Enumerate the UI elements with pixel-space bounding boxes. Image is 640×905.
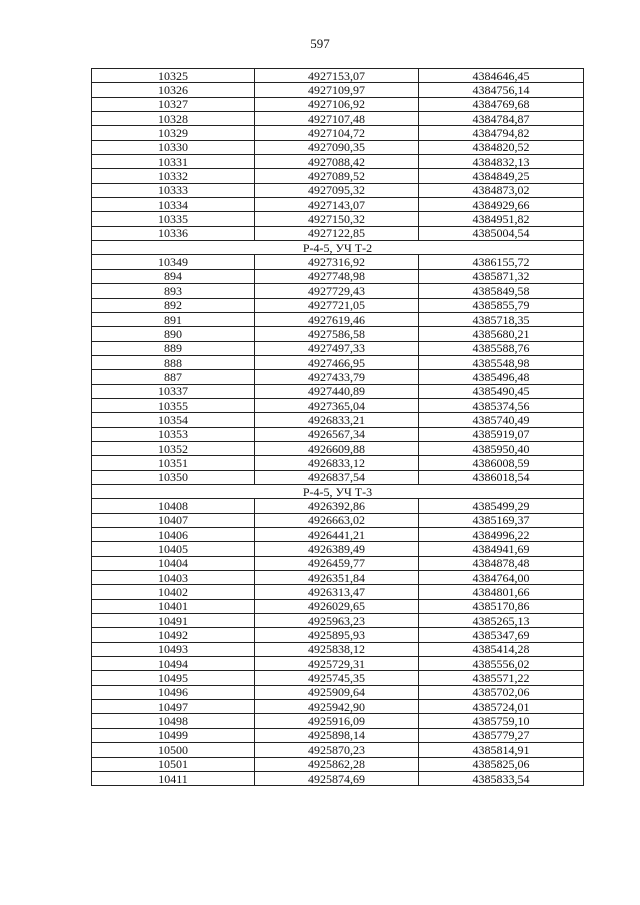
point-id-cell: 10325	[92, 69, 255, 83]
y-coordinate-cell: 4385548,98	[419, 355, 584, 369]
table-row	[92, 341, 584, 355]
table-row	[92, 183, 584, 197]
point-id-cell: 10335	[92, 212, 255, 226]
y-coordinate-cell: 4384764,00	[419, 571, 584, 585]
x-coordinate-cell: 4926663,02	[255, 513, 419, 527]
section-title: Р-4-5, УЧ Т-3	[92, 484, 584, 498]
point-id-cell: 10328	[92, 112, 255, 126]
x-coordinate-cell: 4927107,48	[255, 112, 419, 126]
page-number: 597	[310, 36, 330, 51]
point-id-cell: 890	[92, 327, 255, 341]
x-coordinate-cell: 4927109,97	[255, 83, 419, 97]
point-id-cell: 10500	[92, 743, 255, 757]
table-row	[92, 427, 584, 441]
y-coordinate-cell: 4385718,35	[419, 312, 584, 326]
table-row	[92, 413, 584, 427]
table-row	[92, 614, 584, 628]
x-coordinate-cell: 4926833,12	[255, 456, 419, 470]
point-id-cell: 10498	[92, 714, 255, 728]
y-coordinate-cell: 4385588,76	[419, 341, 584, 355]
x-coordinate-cell: 4926029,65	[255, 599, 419, 613]
table-row	[92, 169, 584, 183]
x-coordinate-cell: 4926313,47	[255, 585, 419, 599]
y-coordinate-cell: 4385833,54	[419, 771, 584, 785]
table-row	[92, 112, 584, 126]
y-coordinate-cell: 4386155,72	[419, 255, 584, 269]
x-coordinate-cell: 4926351,84	[255, 571, 419, 585]
table-row	[92, 499, 584, 513]
x-coordinate-cell: 4927466,95	[255, 355, 419, 369]
y-coordinate-cell: 4384929,66	[419, 198, 584, 212]
y-coordinate-cell: 4385170,86	[419, 599, 584, 613]
x-coordinate-cell: 4926567,34	[255, 427, 419, 441]
point-id-cell: 10352	[92, 441, 255, 455]
point-id-cell: 891	[92, 312, 255, 326]
point-id-cell: 10496	[92, 685, 255, 699]
point-id-cell: 10404	[92, 556, 255, 570]
y-coordinate-cell: 4384849,25	[419, 169, 584, 183]
table-row	[92, 714, 584, 728]
y-coordinate-cell: 4385347,69	[419, 628, 584, 642]
table-row	[92, 528, 584, 542]
y-coordinate-cell: 4384794,82	[419, 126, 584, 140]
y-coordinate-cell: 4385724,01	[419, 700, 584, 714]
x-coordinate-cell: 4927497,33	[255, 341, 419, 355]
table-row	[92, 671, 584, 685]
point-id-cell: 892	[92, 298, 255, 312]
y-coordinate-cell: 4385374,56	[419, 398, 584, 412]
point-id-cell: 10332	[92, 169, 255, 183]
point-id-cell: 10334	[92, 198, 255, 212]
table-row	[92, 657, 584, 671]
x-coordinate-cell: 4926609,88	[255, 441, 419, 455]
x-coordinate-cell: 4927619,46	[255, 312, 419, 326]
y-coordinate-cell: 4384996,22	[419, 528, 584, 542]
x-coordinate-cell: 4927365,04	[255, 398, 419, 412]
x-coordinate-cell: 4927153,07	[255, 69, 419, 83]
x-coordinate-cell: 4926389,49	[255, 542, 419, 556]
y-coordinate-cell: 4385556,02	[419, 657, 584, 671]
x-coordinate-cell: 4927104,72	[255, 126, 419, 140]
table-row	[92, 140, 584, 154]
point-id-cell: 10405	[92, 542, 255, 556]
point-id-cell: 10501	[92, 757, 255, 771]
y-coordinate-cell: 4384756,14	[419, 83, 584, 97]
section-header-row	[92, 484, 584, 498]
y-coordinate-cell: 4385825,06	[419, 757, 584, 771]
y-coordinate-cell: 4385496,48	[419, 370, 584, 384]
point-id-cell: 10494	[92, 657, 255, 671]
table-row	[92, 212, 584, 226]
x-coordinate-cell: 4926459,77	[255, 556, 419, 570]
y-coordinate-cell: 4385855,79	[419, 298, 584, 312]
x-coordinate-cell: 4927088,42	[255, 155, 419, 169]
x-coordinate-cell: 4926837,54	[255, 470, 419, 484]
x-coordinate-cell: 4927316,92	[255, 255, 419, 269]
table-row	[92, 743, 584, 757]
point-id-cell: 894	[92, 269, 255, 283]
coordinates-table-body	[92, 69, 584, 786]
x-coordinate-cell: 4927090,35	[255, 140, 419, 154]
table-row	[92, 700, 584, 714]
y-coordinate-cell: 4385499,29	[419, 499, 584, 513]
x-coordinate-cell: 4927143,07	[255, 198, 419, 212]
point-id-cell: 10351	[92, 456, 255, 470]
x-coordinate-cell: 4925838,12	[255, 642, 419, 656]
y-coordinate-cell: 4385680,21	[419, 327, 584, 341]
table-row	[92, 269, 584, 283]
x-coordinate-cell: 4927729,43	[255, 284, 419, 298]
table-row	[92, 370, 584, 384]
table-row	[92, 198, 584, 212]
x-coordinate-cell: 4925874,69	[255, 771, 419, 785]
x-coordinate-cell: 4927122,85	[255, 226, 419, 240]
x-coordinate-cell: 4925898,14	[255, 728, 419, 742]
table-row	[92, 327, 584, 341]
point-id-cell: 10326	[92, 83, 255, 97]
coordinates-table	[91, 68, 584, 786]
point-id-cell: 10331	[92, 155, 255, 169]
x-coordinate-cell: 4925909,64	[255, 685, 419, 699]
point-id-cell: 10333	[92, 183, 255, 197]
x-coordinate-cell: 4927440,89	[255, 384, 419, 398]
table-row	[92, 628, 584, 642]
x-coordinate-cell: 4925870,23	[255, 743, 419, 757]
point-id-cell: 10403	[92, 571, 255, 585]
x-coordinate-cell: 4926441,21	[255, 528, 419, 542]
x-coordinate-cell: 4926833,21	[255, 413, 419, 427]
table-row	[92, 542, 584, 556]
table-row	[92, 384, 584, 398]
table-row	[92, 126, 584, 140]
table-row	[92, 312, 584, 326]
point-id-cell: 10491	[92, 614, 255, 628]
point-id-cell: 10408	[92, 499, 255, 513]
x-coordinate-cell: 4925729,31	[255, 657, 419, 671]
x-coordinate-cell: 4927106,92	[255, 97, 419, 111]
point-id-cell: 10492	[92, 628, 255, 642]
point-id-cell: 10330	[92, 140, 255, 154]
y-coordinate-cell: 4385265,13	[419, 614, 584, 628]
x-coordinate-cell: 4927721,05	[255, 298, 419, 312]
y-coordinate-cell: 4384951,82	[419, 212, 584, 226]
table-row	[92, 685, 584, 699]
table-row	[92, 571, 584, 585]
y-coordinate-cell: 4385950,40	[419, 441, 584, 455]
y-coordinate-cell: 4385169,37	[419, 513, 584, 527]
table-row	[92, 728, 584, 742]
y-coordinate-cell: 4384820,52	[419, 140, 584, 154]
point-id-cell: 10406	[92, 528, 255, 542]
point-id-cell: 888	[92, 355, 255, 369]
table-row	[92, 284, 584, 298]
table-row	[92, 255, 584, 269]
x-coordinate-cell: 4925916,09	[255, 714, 419, 728]
point-id-cell: 10327	[92, 97, 255, 111]
y-coordinate-cell: 4384769,68	[419, 97, 584, 111]
y-coordinate-cell: 4386008,59	[419, 456, 584, 470]
x-coordinate-cell: 4927748,98	[255, 269, 419, 283]
y-coordinate-cell: 4385919,07	[419, 427, 584, 441]
y-coordinate-cell: 4384832,13	[419, 155, 584, 169]
point-id-cell: 887	[92, 370, 255, 384]
x-coordinate-cell: 4927586,58	[255, 327, 419, 341]
table-row	[92, 298, 584, 312]
table-row	[92, 83, 584, 97]
x-coordinate-cell: 4925745,35	[255, 671, 419, 685]
y-coordinate-cell: 4384873,02	[419, 183, 584, 197]
point-id-cell: 10495	[92, 671, 255, 685]
y-coordinate-cell: 4385779,27	[419, 728, 584, 742]
section-title: Р-4-5, УЧ Т-2	[92, 241, 584, 255]
point-id-cell: 10353	[92, 427, 255, 441]
y-coordinate-cell: 4385849,58	[419, 284, 584, 298]
y-coordinate-cell: 4386018,54	[419, 470, 584, 484]
point-id-cell: 889	[92, 341, 255, 355]
x-coordinate-cell: 4925862,28	[255, 757, 419, 771]
point-id-cell: 10350	[92, 470, 255, 484]
x-coordinate-cell: 4927433,79	[255, 370, 419, 384]
point-id-cell: 10337	[92, 384, 255, 398]
y-coordinate-cell: 4385004,54	[419, 226, 584, 240]
point-id-cell: 10402	[92, 585, 255, 599]
table-row	[92, 757, 584, 771]
y-coordinate-cell: 4385814,91	[419, 743, 584, 757]
y-coordinate-cell: 4384878,48	[419, 556, 584, 570]
y-coordinate-cell: 4385702,06	[419, 685, 584, 699]
x-coordinate-cell: 4925963,23	[255, 614, 419, 628]
table-row	[92, 456, 584, 470]
y-coordinate-cell: 4384784,87	[419, 112, 584, 126]
y-coordinate-cell: 4385871,32	[419, 269, 584, 283]
point-id-cell: 10354	[92, 413, 255, 427]
point-id-cell: 10329	[92, 126, 255, 140]
table-row	[92, 556, 584, 570]
y-coordinate-cell: 4385490,45	[419, 384, 584, 398]
table-row	[92, 69, 584, 83]
x-coordinate-cell: 4927150,32	[255, 212, 419, 226]
table-row	[92, 226, 584, 240]
x-coordinate-cell: 4926392,86	[255, 499, 419, 513]
x-coordinate-cell: 4927089,52	[255, 169, 419, 183]
section-header-row	[92, 241, 584, 255]
table-row	[92, 599, 584, 613]
point-id-cell: 10411	[92, 771, 255, 785]
y-coordinate-cell: 4385571,22	[419, 671, 584, 685]
table-row	[92, 355, 584, 369]
table-row	[92, 771, 584, 785]
y-coordinate-cell: 4384941,69	[419, 542, 584, 556]
y-coordinate-cell: 4384801,66	[419, 585, 584, 599]
point-id-cell: 10497	[92, 700, 255, 714]
y-coordinate-cell: 4385759,10	[419, 714, 584, 728]
table-row	[92, 398, 584, 412]
table-row	[92, 97, 584, 111]
point-id-cell: 10349	[92, 255, 255, 269]
point-id-cell: 10499	[92, 728, 255, 742]
x-coordinate-cell: 4925895,93	[255, 628, 419, 642]
point-id-cell: 10401	[92, 599, 255, 613]
point-id-cell: 10407	[92, 513, 255, 527]
table-row	[92, 155, 584, 169]
table-row	[92, 642, 584, 656]
point-id-cell: 10355	[92, 398, 255, 412]
point-id-cell: 893	[92, 284, 255, 298]
table-row	[92, 470, 584, 484]
y-coordinate-cell: 4384646,45	[419, 69, 584, 83]
table-row	[92, 585, 584, 599]
x-coordinate-cell: 4927095,32	[255, 183, 419, 197]
y-coordinate-cell: 4385414,28	[419, 642, 584, 656]
point-id-cell: 10493	[92, 642, 255, 656]
table-row	[92, 513, 584, 527]
x-coordinate-cell: 4925942,90	[255, 700, 419, 714]
point-id-cell: 10336	[92, 226, 255, 240]
table-row	[92, 441, 584, 455]
y-coordinate-cell: 4385740,49	[419, 413, 584, 427]
